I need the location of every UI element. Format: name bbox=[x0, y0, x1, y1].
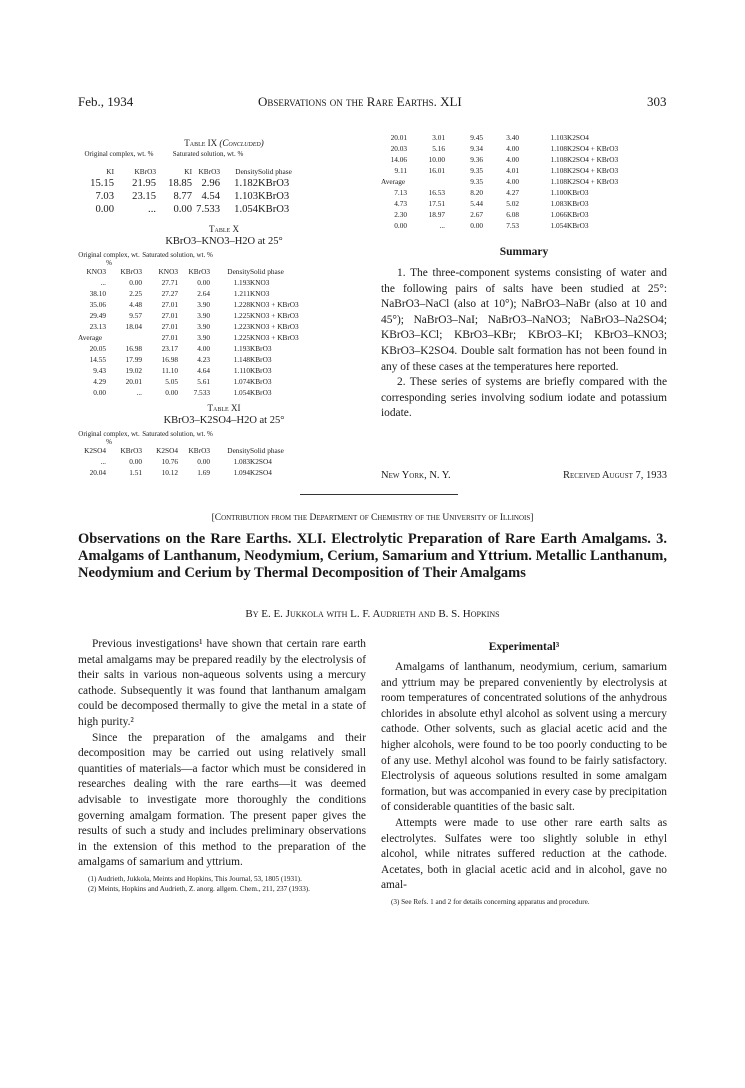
header-running-title: Observations on the Rare Earths. XLI bbox=[258, 94, 462, 109]
table-cell: K2SO4 bbox=[250, 468, 272, 477]
table-cell: 3.40 bbox=[506, 133, 519, 142]
table-cell: 7.03 bbox=[95, 191, 114, 202]
table-cell: 3.01 bbox=[432, 133, 445, 142]
table-cell: 7.13 bbox=[394, 188, 407, 197]
table-row bbox=[381, 143, 657, 154]
table-cell: 18.97 bbox=[428, 210, 445, 219]
table-row bbox=[381, 132, 657, 143]
table-cell: 1.083 bbox=[233, 457, 250, 466]
table-cell: 35.06 bbox=[89, 300, 106, 309]
table-row bbox=[78, 354, 334, 365]
summary-received: Received August 7, 1933 bbox=[562, 470, 667, 481]
table-cell: 20.05 bbox=[89, 344, 106, 353]
column-header: Density bbox=[227, 446, 250, 455]
table-cell: 38.10 bbox=[89, 289, 106, 298]
table-cell: 16.98 bbox=[125, 344, 142, 353]
table-cell: 2.96 bbox=[201, 178, 220, 189]
table-cell: 8.20 bbox=[470, 188, 483, 197]
table-cell: K2SO4 + KBrO3 bbox=[567, 177, 619, 186]
table-cell: 10.12 bbox=[161, 468, 178, 477]
table-cell: 23.13 bbox=[89, 322, 106, 331]
table-ix-group-original: Original complex, wt. % bbox=[84, 150, 154, 158]
table-cell: 27.01 bbox=[161, 300, 178, 309]
table-xi-continued-grid bbox=[381, 132, 657, 231]
table-cell: 1.228 bbox=[233, 300, 250, 309]
table-cell: K2SO4 + KBrO3 bbox=[567, 155, 619, 164]
footnote-1: (1) Audrieth, Jukkola, Meints and Hopkins, This Journal, 53, 1805 (1931). bbox=[88, 874, 302, 883]
column-header: Density bbox=[235, 167, 258, 176]
table-row bbox=[78, 467, 334, 478]
table-cell: 4.00 bbox=[506, 177, 519, 186]
table-cell: 7.533 bbox=[196, 204, 220, 215]
table-cell: 4.00 bbox=[506, 155, 519, 164]
column-header: KBrO3 bbox=[120, 446, 142, 455]
table-ix-body bbox=[80, 177, 328, 216]
table-cell: 4.00 bbox=[197, 344, 210, 353]
table-cell: 1.182 bbox=[234, 178, 258, 189]
table-x-group-original: Original complex, wt. % bbox=[78, 251, 140, 267]
table-cell: 21.95 bbox=[132, 178, 156, 189]
table-cell: 11.10 bbox=[161, 366, 178, 375]
table-ix-label: Table IX bbox=[184, 138, 218, 148]
table-cell: 5.05 bbox=[165, 377, 178, 386]
table-cell: 4.64 bbox=[197, 366, 210, 375]
table-cell: 1.083 bbox=[550, 199, 567, 208]
table-cell: 27.71 bbox=[161, 278, 178, 287]
table-cell: ... bbox=[136, 388, 142, 397]
table-cell: 7.533 bbox=[193, 388, 210, 397]
table-cell: 1.054 bbox=[550, 221, 567, 230]
table-cell: 20.01 bbox=[125, 377, 142, 386]
table-xi bbox=[78, 445, 334, 478]
table-cell: KBrO3 bbox=[567, 199, 589, 208]
table-cell: KNO3 bbox=[250, 278, 270, 287]
table-xi-continued bbox=[381, 132, 657, 231]
table-cell: 4.27 bbox=[506, 188, 519, 197]
table-cell: 5.16 bbox=[432, 144, 445, 153]
table-cell: ... bbox=[439, 221, 445, 230]
table-cell: 0.00 bbox=[165, 388, 178, 397]
intro-paragraph-1: Previous investigations¹ have shown that certain rare earth metal amalgams may be prepared readily by the electrolysis of their salts in various non-aqueous solvents using a mercury cathode. Subsequently it was found that lanthanum amalgam could be decomposed thermally to give the metal in a state of high purity.² bbox=[78, 638, 366, 728]
column-header: KNO3 bbox=[86, 267, 106, 276]
table-cell: KBrO3 bbox=[258, 178, 290, 189]
table-xi-group-original: Original complex, wt. % bbox=[78, 430, 140, 446]
right-column bbox=[381, 640, 667, 907]
table-cell: 5.02 bbox=[506, 199, 519, 208]
table-cell: KBrO3 bbox=[250, 366, 272, 375]
table-cell: 1.69 bbox=[197, 468, 210, 477]
table-cell: KNO3 + KBrO3 bbox=[250, 322, 299, 331]
table-row bbox=[80, 190, 328, 203]
table-xi-grid bbox=[78, 445, 334, 478]
table-cell: 1.108 bbox=[550, 177, 567, 186]
table-cell: 0.00 bbox=[129, 457, 142, 466]
table-cell: Average bbox=[78, 333, 103, 342]
table-cell: 19.02 bbox=[125, 366, 142, 375]
table-cell: 4.00 bbox=[506, 144, 519, 153]
table-cell: 1.225 bbox=[233, 333, 250, 342]
table-cell: 20.01 bbox=[390, 133, 407, 142]
column-header: KBrO3 bbox=[120, 267, 142, 276]
table-cell: K2SO4 + KBrO3 bbox=[567, 166, 619, 175]
table-cell: 14.06 bbox=[390, 155, 407, 164]
table-cell: 16.53 bbox=[428, 188, 445, 197]
table-row bbox=[80, 177, 328, 190]
table-cell: 4.23 bbox=[197, 355, 210, 364]
table-cell: KBrO3 bbox=[567, 221, 589, 230]
table-row bbox=[78, 343, 334, 354]
table-cell: 8.77 bbox=[173, 191, 192, 202]
table-cell: 9.43 bbox=[93, 366, 106, 375]
footnote-3: (3) See Refs. 1 and 2 for details concerning apparatus and procedure. bbox=[391, 897, 590, 906]
table-cell: 3.90 bbox=[197, 333, 210, 342]
table-x-group-saturated: Saturated solution, wt. % bbox=[142, 251, 213, 259]
table-cell: 16.01 bbox=[428, 166, 445, 175]
table-cell: K2SO4 + KBrO3 bbox=[567, 144, 619, 153]
table-header-row bbox=[80, 166, 328, 177]
table-cell: 9.11 bbox=[394, 166, 407, 175]
table-cell: 27.01 bbox=[161, 311, 178, 320]
column-header: Solid phase bbox=[250, 267, 284, 276]
table-cell: 0.00 bbox=[197, 457, 210, 466]
table-cell: 1.193 bbox=[233, 278, 250, 287]
table-cell: KBrO3 bbox=[258, 204, 290, 215]
table-cell: 16.98 bbox=[161, 355, 178, 364]
column-header: KBrO3 bbox=[188, 446, 210, 455]
table-cell: KBrO3 bbox=[250, 388, 272, 397]
table-cell: ... bbox=[100, 278, 106, 287]
table-row bbox=[78, 310, 334, 321]
table-cell: 29.49 bbox=[89, 311, 106, 320]
table-cell: 1.108 bbox=[550, 144, 567, 153]
table-cell: KNO3 + KBrO3 bbox=[250, 311, 299, 320]
table-cell: KBrO3 bbox=[250, 377, 272, 386]
experimental-heading: Experimental³ bbox=[488, 641, 560, 653]
table-cell: 27.01 bbox=[161, 333, 178, 342]
table-x bbox=[78, 266, 334, 398]
table-cell: 10.76 bbox=[161, 457, 178, 466]
table-cell: KBrO3 bbox=[567, 210, 589, 219]
header-date: Feb., 1934 bbox=[78, 94, 134, 109]
table-ix bbox=[80, 166, 328, 216]
intro-paragraph-2: Since the preparation of the amalgams and their decomposition may be carried out using relatively small quantities of materials—a factor which must be considered in researches dealing with the rare earths—it was deemed advisable to investigate more thoroughly the conditions governing amalgam formation. The present paper gives the results of such a study and includes preliminary observations in the extension of this method to the preparation of the amalgams of samarium and yttrium. bbox=[78, 731, 366, 869]
experimental-paragraph-2: Attempts were made to use other rare earth salts as electrolytes. Sulfates were too slightly soluble in ethyl alcohol, while nitrates suffered reduction at the cathode. Acetates, both in glacial acetic acid and in alcohol, gave no amal- bbox=[381, 816, 667, 892]
summary-body bbox=[381, 266, 667, 422]
table-cell: 3.90 bbox=[197, 311, 210, 320]
table-cell: 0.00 bbox=[394, 221, 407, 230]
table-cell: 9.35 bbox=[470, 177, 483, 186]
table-cell: KBrO3 bbox=[250, 344, 272, 353]
table-cell: 9.45 bbox=[470, 133, 483, 142]
table-cell: 18.04 bbox=[125, 322, 142, 331]
table-row bbox=[78, 365, 334, 376]
summary-heading: Summary bbox=[499, 246, 549, 258]
table-cell: KBrO3 bbox=[567, 188, 589, 197]
table-cell: 23.15 bbox=[132, 191, 156, 202]
table-cell: 9.36 bbox=[470, 155, 483, 164]
column-header: KNO3 bbox=[158, 267, 178, 276]
table-cell: 1.074 bbox=[233, 377, 250, 386]
table-cell: 4.54 bbox=[201, 191, 220, 202]
table-row bbox=[78, 387, 334, 398]
table-cell: 5.61 bbox=[197, 377, 210, 386]
table-row bbox=[381, 187, 657, 198]
table-row bbox=[80, 203, 328, 216]
table-cell: KBrO3 bbox=[250, 355, 272, 364]
page-number: 303 bbox=[647, 94, 667, 109]
column-header: KBrO3 bbox=[198, 167, 220, 176]
table-cell: 17.51 bbox=[428, 199, 445, 208]
table-cell: 1.094 bbox=[233, 468, 250, 477]
table-cell: 14.55 bbox=[89, 355, 106, 364]
table-cell: 1.225 bbox=[233, 311, 250, 320]
table-row bbox=[381, 165, 657, 176]
table-cell: 9.34 bbox=[470, 144, 483, 153]
table-cell: Average bbox=[381, 177, 406, 186]
table-cell: 3.90 bbox=[197, 322, 210, 331]
summary-point-2: 2. These series of systems are briefly compared with the corresponding series involving sodium iodate and potassium iodate. bbox=[381, 376, 667, 420]
table-cell: 17.99 bbox=[125, 355, 142, 364]
table-cell: 23.17 bbox=[161, 344, 178, 353]
table-row bbox=[78, 332, 334, 343]
column-header: KBrO3 bbox=[134, 167, 156, 176]
table-cell: 1.103 bbox=[550, 133, 567, 142]
table-cell: ... bbox=[148, 204, 156, 215]
footnote-2: (2) Meints, Hopkins and Audrieth, Z. anorg. allgem. Chem., 211, 237 (1933). bbox=[88, 885, 310, 894]
table-row bbox=[381, 198, 657, 209]
table-row bbox=[78, 321, 334, 332]
table-xi-system: KBrO3–K2SO4–H2O at 25° bbox=[163, 415, 285, 426]
table-row bbox=[381, 154, 657, 165]
table-cell: 2.30 bbox=[394, 210, 407, 219]
column-header: Solid phase bbox=[258, 167, 292, 176]
table-cell: 1.066 bbox=[550, 210, 567, 219]
table-cell: 1.223 bbox=[233, 322, 250, 331]
table-xi-group-saturated: Saturated solution, wt. % bbox=[142, 430, 213, 438]
summary-place: New York, N. Y. bbox=[381, 470, 451, 481]
table-row bbox=[78, 456, 334, 467]
table-cell: 4.73 bbox=[394, 199, 407, 208]
table-x-title: Table X bbox=[209, 224, 239, 234]
table-row bbox=[381, 220, 657, 231]
table-cell: KNO3 bbox=[250, 289, 270, 298]
table-cell: 7.53 bbox=[506, 221, 519, 230]
table-cell: 27.27 bbox=[161, 289, 178, 298]
table-cell: 20.03 bbox=[390, 144, 407, 153]
left-column bbox=[78, 637, 366, 895]
column-header: KI bbox=[184, 167, 192, 176]
table-cell: 4.48 bbox=[129, 300, 142, 309]
table-cell: 9.57 bbox=[129, 311, 142, 320]
experimental-paragraph-1: Amalgams of lanthanum, neodymium, cerium, samarium and yttrium may be prepared conveniently by electrolysis at room temperatures of concentrated solutions of the anhydrous chlorides in absolute ethyl alcohol as solvent using a mercury cathode. Other solvents, such as glacial acetic acid and the higher alcohols, were found to be too poorly conducting to be of any use. Methyl alcohol was found to be fairly satisfactory. Electrolysis of aqueous solutions resulted in some amalgam formation, but was accompanied in every case by precipitation of considerable quantities of the basic salt. bbox=[381, 661, 667, 814]
table-cell: 1.51 bbox=[129, 468, 142, 477]
table-cell: 1.110 bbox=[233, 366, 250, 375]
table-cell: 18.85 bbox=[168, 178, 192, 189]
table-cell: 1.108 bbox=[550, 166, 567, 175]
table-ix-group-saturated: Saturated solution, wt. % bbox=[172, 150, 244, 158]
table-header-row bbox=[78, 266, 334, 277]
table-cell: 1.054 bbox=[234, 204, 258, 215]
table-cell: KBrO3 bbox=[258, 191, 290, 202]
table-row bbox=[78, 299, 334, 310]
article-title: Observations on the Rare Earths. XLI. Electrolytic Preparation of Rare Earth Amalgams. 3. Amalgams of Lanthanum, Neodymium, Cerium, Samarium and Yttrium. Metallic Lanthanum, Neodymium and Cerium by Thermal Decomposition of Their Amalgams bbox=[78, 531, 667, 582]
table-cell: 20.04 bbox=[89, 468, 106, 477]
table-row bbox=[381, 176, 657, 187]
table-x-grid bbox=[78, 266, 334, 398]
column-header: Density bbox=[227, 267, 250, 276]
table-cell: 0.00 bbox=[173, 204, 192, 215]
table-cell: 0.00 bbox=[470, 221, 483, 230]
summary-point-1: 1. The three-component systems consisting of water and the following pairs of salts have been studied at 25°: NaBrO3–NaCl (also at 10°); NaBrO3–NaBr (also at 10 and 45°); NaBrO3–NaI; NaBrO3–NaNO3; NaBrO3–Na2SO4; KBrO3–KCl; KBrO3–KBr; KBrO3–KI; KBrO3–KNO3; KBrO3–K2SO4. Double salt formation has not been found in any of these cases at the temperatures here reported. bbox=[381, 267, 667, 373]
table-row bbox=[78, 376, 334, 387]
table-cell: 0.00 bbox=[93, 388, 106, 397]
article-byline: By E. E. Jukkola with L. F. Audrieth and B. S. Hopkins bbox=[245, 608, 500, 620]
table-cell: 1.054 bbox=[233, 388, 250, 397]
table-cell: K2SO4 bbox=[250, 457, 272, 466]
table-cell: 1.103 bbox=[234, 191, 258, 202]
table-cell: 9.35 bbox=[470, 166, 483, 175]
table-ix-concluded: (Concluded) bbox=[219, 138, 264, 148]
table-cell: 2.67 bbox=[470, 210, 483, 219]
table-x-system: KBrO3–KNO3–H2O at 25° bbox=[165, 236, 283, 247]
table-cell: 2.25 bbox=[129, 289, 142, 298]
table-row bbox=[381, 209, 657, 220]
column-header: Solid phase bbox=[250, 446, 284, 455]
table-cell: 6.08 bbox=[506, 210, 519, 219]
table-cell: 0.00 bbox=[129, 278, 142, 287]
table-cell: 10.00 bbox=[428, 155, 445, 164]
table-row bbox=[78, 277, 334, 288]
table-cell: 5.44 bbox=[470, 199, 483, 208]
table-cell: 27.01 bbox=[161, 322, 178, 331]
table-cell: 4.29 bbox=[93, 377, 106, 386]
table-cell: ... bbox=[100, 457, 106, 466]
table-ix-title bbox=[78, 138, 370, 148]
table-cell: 2.64 bbox=[197, 289, 210, 298]
table-cell: 1.108 bbox=[550, 155, 567, 164]
column-header: KBrO3 bbox=[188, 267, 210, 276]
table-ix-header bbox=[80, 166, 328, 177]
contribution-line: [Contribution from the Department of Chemistry of the University of Illinois] bbox=[211, 513, 534, 523]
table-cell: 1.100 bbox=[550, 188, 567, 197]
column-header: K2SO4 bbox=[156, 446, 178, 455]
table-cell: 1.193 bbox=[233, 344, 250, 353]
table-cell: 4.01 bbox=[506, 166, 519, 175]
table-cell: 15.15 bbox=[90, 178, 114, 189]
section-divider bbox=[300, 494, 458, 495]
table-cell: 0.00 bbox=[95, 204, 114, 215]
column-header: KI bbox=[106, 167, 114, 176]
table-cell: KNO3 + KBrO3 bbox=[250, 300, 299, 309]
table-cell: KNO3 + KBrO3 bbox=[250, 333, 299, 342]
table-row bbox=[78, 288, 334, 299]
table-cell: 1.148 bbox=[233, 355, 250, 364]
table-cell: 3.90 bbox=[197, 300, 210, 309]
table-cell: 0.00 bbox=[197, 278, 210, 287]
column-header: K2SO4 bbox=[84, 446, 106, 455]
table-cell: K2SO4 bbox=[567, 133, 589, 142]
table-header-row bbox=[78, 445, 334, 456]
table-cell: 1.211 bbox=[233, 289, 250, 298]
table-xi-title: Table XI bbox=[207, 403, 241, 413]
